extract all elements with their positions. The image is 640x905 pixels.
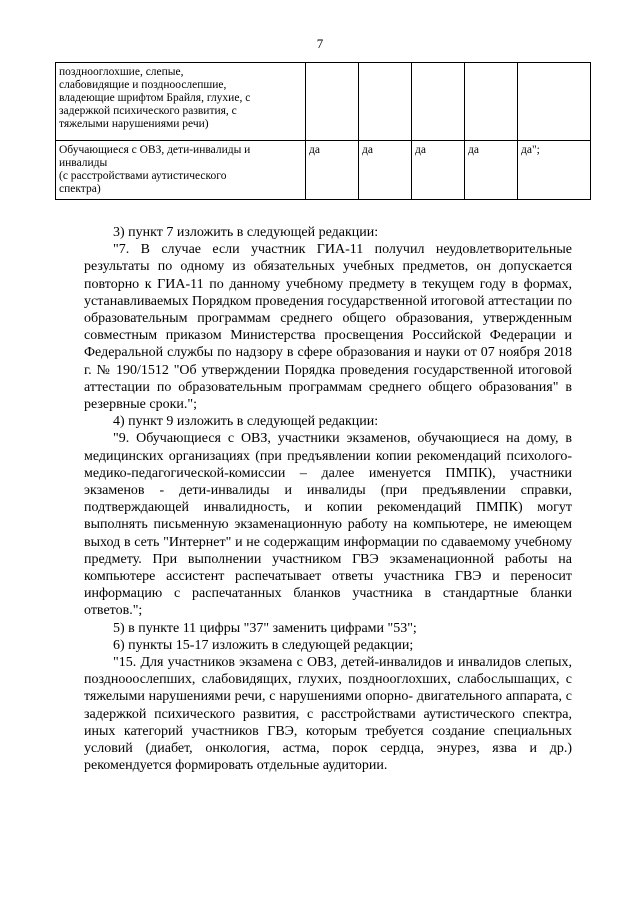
paragraph: [84, 413, 572, 430]
category-line: слабовидящие и поздноослепшие,: [59, 79, 227, 91]
text-line: 5) в пункте 11 цифры "37" заменить цифрами "53";: [113, 620, 417, 636]
category-line: спектра): [59, 183, 101, 195]
text-line: сдаваемому учебному предмету. При выполнении участником ГВЭ: [84, 534, 572, 567]
table-body: [56, 63, 591, 200]
value-cell: [412, 63, 465, 141]
text-line: образования, утвержденным совместным приказом Министерства: [84, 311, 573, 344]
text-line: 6) пункты 15-17 изложить в следующей редакции;: [113, 637, 414, 653]
text-line: участника в стандартные бланки ответов.";: [84, 586, 573, 619]
text-line: "9. Обучающиеся с ОВЗ, участники экзаменов, обучающиеся на дому,: [113, 431, 559, 447]
table-row: [56, 63, 591, 141]
category-line: задержкой психического развития, с: [59, 105, 237, 117]
text-line: формировать отдельные аудитории.: [175, 758, 388, 774]
text-line: двигательного аппарата, с задержкой психического развития,: [84, 689, 572, 722]
value-cell: да: [412, 141, 465, 200]
category-line: позднооглохшие, слепые,: [59, 66, 184, 78]
text-line: участника ГВЭ и переносит информацию с распечатанных бланков: [84, 569, 572, 602]
value-cell: [359, 63, 412, 141]
category-line: инвалиды: [59, 157, 108, 169]
text-line: по образовательным программам среднего общего образования" в: [156, 379, 573, 395]
text-line: онкология, астма, порок сердца, энурез, язва и др.) рекомендуется: [84, 741, 573, 774]
value-cell: [306, 63, 359, 141]
value-cell: да: [359, 141, 412, 200]
paragraph: [84, 620, 572, 637]
text-line: имеющем выход в сеть "Интернет" и не содержащим информации по: [84, 517, 572, 550]
value-cell: да: [306, 141, 359, 200]
text-line: году в формах, устанавливаемых Порядком проведения государственной: [84, 276, 573, 309]
text-line: слепых, позднооослепших, слабовидящих, глухих, позднооглохших,: [84, 655, 573, 688]
category-line: (с расстройствами аутистического: [59, 170, 227, 182]
text-line: сфере образования и науки от 07 ноября 2018 г. № 190/1512 "Об: [84, 345, 572, 378]
text-line: результаты по одному из обязательных учебных предметов, он: [84, 259, 491, 275]
paragraph: [84, 654, 572, 774]
value-cell: [518, 63, 591, 141]
text-line: резервные сроки.";: [84, 397, 197, 413]
text-line: ГВЭ, которым требуется создание специальных условий (диабет,: [84, 723, 572, 757]
text-line: "15. Для участников экзамена с ОВЗ, детей-инвалидов и инвалидов: [113, 655, 521, 671]
category-cell: [56, 141, 306, 200]
text-line: допускается повторно к ГИА-11 по данному учебному предмету в текущем: [84, 259, 573, 292]
text-line: справки, подтверждающей инвалидность, и копии рекомендаций ПМПК): [84, 483, 572, 516]
text-line: слабослышащих, с тяжелыми нарушениями речи, с нарушениями опорно-: [84, 672, 572, 705]
text-line: экзаменационной работы на компьютере ассистент распечатывает ответы: [84, 551, 572, 585]
text-line: психолого-медико-педагогической-комиссии – далее именуется ПМПК),: [84, 448, 573, 481]
text-line: участники экзаменов - дети-инвалиды и инвалиды (при предъявлении: [84, 465, 572, 499]
paragraph: [84, 430, 572, 619]
text-line: 3) пункт 7 изложить в следующей редакции:: [113, 225, 379, 240]
eligibility-table: [55, 62, 591, 200]
text-line: итоговой аттестации по образовательным программам среднего общего: [84, 293, 572, 327]
text-line: в медицинских организациях (при предъявлении копии рекомендаций: [84, 431, 572, 464]
body-text: [84, 224, 572, 775]
text-line: просвещения Российской Федерации и Федеральной службы по надзору в: [84, 328, 572, 361]
category-line: Обучающиеся с ОВЗ, дети-инвалиды и: [59, 144, 251, 156]
value-cell: [465, 63, 518, 141]
value-cell: да";: [518, 141, 591, 200]
paragraph: [84, 224, 572, 241]
text-line: 4) пункт 9 изложить в следующей редакции:: [113, 414, 379, 430]
table-row: [56, 141, 591, 200]
category-line: владеющие шрифтом Брайля, глухие, с: [59, 92, 251, 104]
paragraph: [84, 637, 572, 654]
text-line: "7. В случае если участник ГИА-11 получил неудовлетворительные: [113, 242, 572, 258]
text-line: утверждении Порядка проведения государственной итоговой аттестации: [84, 362, 573, 395]
paragraph: [84, 241, 572, 413]
page-number: 7: [316, 36, 324, 51]
category-line: тяжелыми нарушениями речи): [59, 118, 209, 130]
text-line: могут выполнять письменную экзаменационную работу на компьютере, не: [84, 500, 572, 533]
category-cell: [56, 63, 306, 141]
value-cell: да: [465, 141, 518, 200]
text-line: с расстройствами аутистического спектра, иных категорий участников: [84, 706, 572, 739]
